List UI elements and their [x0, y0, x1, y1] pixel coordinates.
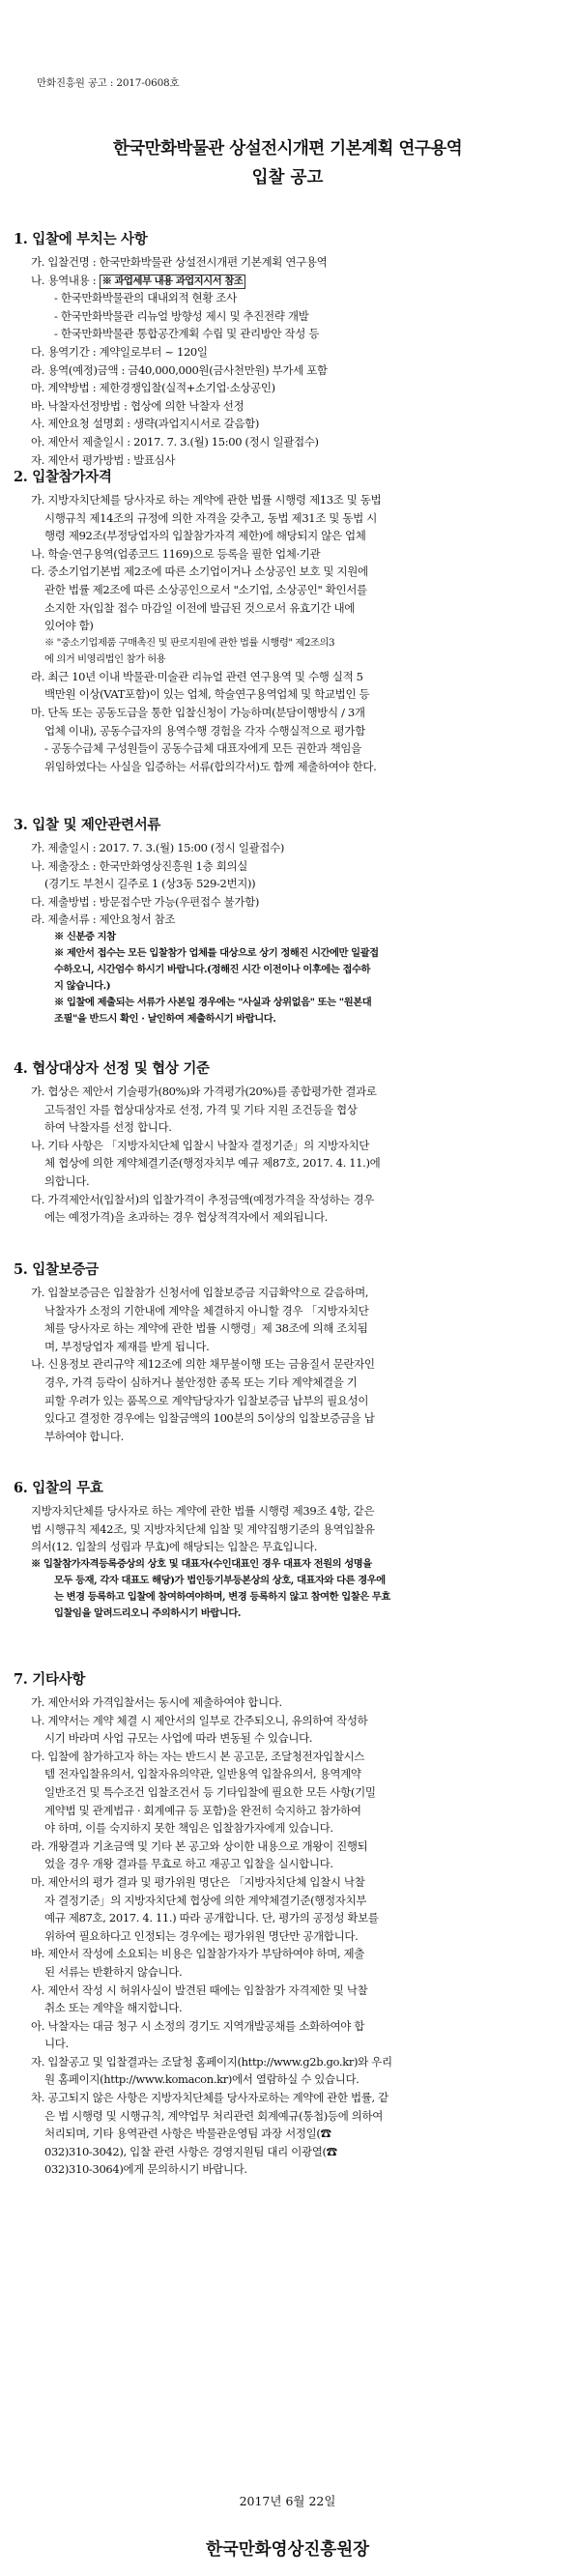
section-2-heading: 2. 입찰참가자격	[14, 469, 112, 485]
s7-line: 마. 제안서의 평가 결과 및 평가위원 명단은 「지방자치단체 입찰시 낙찰	[31, 1874, 365, 1889]
section-6	[14, 1477, 560, 1622]
notice-date: 2017년 6월 22일	[239, 2494, 336, 2508]
s5-line: 피할 우려가 있는 품목으로 계약담당자가 입찰보증금 납부의 필요성이	[44, 1393, 369, 1407]
s2-line: 에 의거 비영리법인 참가 허용	[44, 652, 166, 665]
s1-note: ※ 과업세부 내용 과업지시서 참조	[100, 275, 246, 289]
s7-line: 바. 제안서 작성에 소요되는 비용은 입찰참가자가 부담하여야 하며, 제출	[31, 1947, 365, 1961]
s6-line: 법 시행규칙 제42조, 및 지방자치단체 입찰 및 계약집행기준의 용역입찰유	[31, 1521, 375, 1536]
s1-line: 가. 입찰건명 : 한국만화박물관 상설전시개편 기본계획 연구용역	[31, 255, 328, 269]
s5-line: 가. 입찰보증금은 입찰참가 신청서에 입찰보증금 지급확약으로 갈음하며,	[31, 1286, 369, 1299]
s1-line: 마. 계약방법 : 제한경쟁입찰(실적+소기업·소상공인)	[31, 381, 275, 395]
s7-line: 자 결정기준」의 지방자치단체 협상에 의한 계약체결기준(행정자치부	[44, 1893, 367, 1907]
s7-line: 아. 낙찰자는 대금 청구 시 소정의 경기도 지역개발공채를 소화하여야 합	[31, 2018, 365, 2033]
s5-line: 경우, 가격 등락이 심하거나 불안정한 종목 또는 기타 계약체결을 기	[44, 1375, 358, 1389]
s2-line: 나. 학술·연구용역(업종코드 1169)으로 등록을 필한 업체·기관	[31, 546, 321, 561]
s2-line: 마. 단독 또는 공동도급을 통한 입찰신청이 가능하며(분담이행방식 / 3개	[31, 705, 365, 719]
section-4-heading: 4. 협상대상자 선정 및 협상 기준	[14, 1060, 210, 1077]
s3-line: 다. 제출방법 : 방문접수만 가능(우편접수 불가함)	[31, 894, 260, 909]
s7-line: 다. 입찰에 참가하고자 하는 자는 반드시 본 공고문, 조달청전자입찰시스	[31, 1749, 365, 1763]
s6-line: 지방자치단체를 당사자로 하는 계약에 관한 법률 시행령 제39조 4항, 같은	[31, 1504, 375, 1518]
section-3	[14, 814, 560, 1028]
issuer-signature: 한국만화영상진흥원장	[205, 2540, 370, 2560]
s4-line: 가. 협상은 제안서 기술평가(80%)와 가격평가(20%)를 종합평가한 결과로	[31, 1085, 377, 1098]
section-5	[14, 1259, 560, 1445]
s6-note: 입찰임을 알려드리오니 주의하시기 바랍니다.	[54, 1606, 241, 1619]
s2-line: - 공동수급체 구성원들이 공동수급체 대표자에게 모든 권한과 책임을	[44, 741, 361, 756]
section-1	[14, 228, 560, 469]
s1-line: 라. 용역(예정)금액 : 금40,000,000원(금사천만원) 부가세 포함	[31, 362, 328, 377]
section-7	[14, 1668, 560, 2179]
s7-line: 은 법 시행령 및 시행규칙, 계약업무 처리관련 회계예규(통첩)등에 의하여	[44, 2108, 384, 2123]
s7-line: 사. 제안서 작성 시 허위사실이 발견된 때에는 입찰참가 자격제한 및 낙찰	[31, 1983, 368, 1997]
s7-line: 032)310-3064)에게 문의하시기 바랍니다.	[44, 2162, 247, 2177]
section-5-heading: 5. 입찰보증금	[14, 1261, 99, 1278]
s2-line: 소지한 자(입찰 접수 마감일 이전에 발급된 것으로서 유효기간 내에	[44, 600, 356, 615]
s7-line: 된 서류는 반환하지 않습니다.	[44, 1964, 183, 1979]
section-2	[14, 466, 560, 775]
s6-note: ※ 입찰참가자격등록증상의 상호 및 대표자(수인대표인 경우 대표자 전원의 성명을	[31, 1557, 372, 1570]
s4-line: 체 협상에 의한 계약체결기준(행정자치부 예규 제87호, 2017. 4. 11.)에	[44, 1156, 381, 1171]
s7-line: 나. 계약서는 계약 체결 시 제안서의 일부로 간주되오니, 유의하여 작성하	[31, 1713, 368, 1727]
s5-line: 있다고 결정한 경우에는 입찰금액의 100분의 5이상의 입찰보증금을 납	[44, 1411, 375, 1426]
s6-note: 모두 등재, 각자 대표도 해당)가 법인등기부등본상의 상호, 대표자와 다른 경우에	[54, 1574, 386, 1586]
s3-note: 지 않습니다.)	[54, 979, 111, 992]
section-1-heading: 1. 입찰에 부치는 사항	[14, 231, 148, 247]
s6-line: 의서(12. 입찰의 성립과 무효)에 해당되는 입찰은 무효입니다.	[31, 1540, 318, 1554]
s1-line: 바. 낙찰자선정방법 : 협상에 의한 낙찰자 선정	[31, 398, 244, 413]
s7-line: 차. 공고되지 않은 사항은 지방자치단체를 당사자로하는 계약에 관한 법률, 같	[31, 2091, 388, 2105]
s7-line: 자. 입찰공고 및 입찰결과는 조달청 홈페이지(http://www.g2b.go.kr)와 우리	[31, 2054, 392, 2069]
section-4	[14, 1057, 560, 1227]
s3-line: 가. 제출일시 : 2017. 7. 3.(월) 15:00 (정시 일괄접수)	[31, 841, 285, 854]
s1-line: - 한국만화박물관의 대내외적 현황 조사	[54, 291, 237, 305]
s6-note: 는 변경 등록하고 입찰에 참여하여야하며, 변경 등록하지 않고 참여한 입찰은 무효	[54, 1590, 390, 1603]
s1-line	[14, 272, 560, 290]
s7-line: 었을 경우 개왕 결과를 무효로 하고 재공고 입찰을 실시합니다.	[44, 1857, 333, 1871]
s7-line: 위하여 필요하다고 인정되는 경우에는 평가위원 명단만 공개합니다.	[44, 1928, 359, 1943]
s4-line: 고득점인 자를 협상대상자로 선정, 가격 및 기타 지원 조건등을 협상	[44, 1102, 358, 1116]
s2-line: 백만원 이상(VAT포함)이 있는 업체, 학술연구용역업체 및 학교법인 등	[44, 687, 370, 702]
s7-line: 예규 제87호, 2017. 4. 11.) 따라 공개합니다. 단, 평가의 공정성 확보를	[44, 1911, 379, 1925]
section-3-heading: 3. 입찰 및 제안관련서류	[14, 817, 161, 833]
s3-note: 수하오니, 시간엄수 하시기 바랍니다.(정해진 시간 이전이나 이후에는 접수하	[54, 963, 371, 975]
s1-line: - 한국만화박물관 통합공간계획 수립 및 관리방안 작성 등	[54, 327, 320, 341]
s7-line: 처리되며, 기타 용역관련 사항은 박물관운영팀 과장 서정일(☎	[44, 2127, 331, 2141]
s3-note: ※ 제안서 접수는 모든 입찰참가 업체를 대상으로 상기 정해진 시간에만 일괄접	[54, 946, 379, 959]
s7-line: 계약법 및 관계법규 · 회계예규 등 포함)을 완전히 숙지하고 참가하여	[44, 1803, 361, 1817]
s7-line: 취소 또는 계약을 해지합니다.	[44, 2001, 183, 2015]
section-6-heading: 6. 입찰의 무효	[14, 1480, 103, 1496]
s2-line: 관한 법률 제2조에 따른 소상공인으로서 "소기업, 소상공인" 확인서를	[44, 582, 367, 596]
s7-line: 일반조건 및 특수조건 입찰조건서 등 기타입찰에 필요한 모든 사항(기밀	[44, 1784, 376, 1799]
s7-line: 시기 바라며 사업 규모는 사업에 따라 변동될 수 있습니다.	[44, 1731, 313, 1746]
s4-line: 하여 낙찰자를 선정 합니다.	[44, 1120, 172, 1135]
s3-line: 나. 제출장소 : 한국만화영상진흥원 1층 회의실	[31, 858, 247, 873]
s7-line: 가. 제안서와 가격입찰서는 동시에 제출하여야 합니다.	[31, 1695, 282, 1709]
s2-line: 다. 중소기업기본법 제2조에 따른 소기업이거나 소상공인 보호 및 지원에	[31, 564, 368, 579]
s1-line-text: 나. 용역내용 :	[31, 273, 97, 287]
s2-line: 행령 제92조(부정당업자의 입찰참가자격 제한)에 해당되지 않은 업체	[44, 529, 366, 543]
s1-line: 다. 용역기간 : 계약일로부터 ~ 120일	[31, 344, 208, 359]
s2-line: 업체 이내), 공동수급자의 용역수행 경험을 각자 수행실적으로 평가함	[44, 723, 365, 738]
s2-line: 시행규칙 제14조의 규정에 의한 자격을 갖추고, 동법 제31조 및 동법 시	[44, 510, 377, 525]
s5-line: 나. 신용정보 관리규약 제12조에 의한 채무불이행 또는 금융질서 문란자인	[31, 1357, 375, 1372]
s4-line: 나. 기타 사항은 「지방자치단체 입찰시 낙찰자 결정기준」의 지방자치단	[31, 1138, 369, 1152]
title-line1: 한국만화박물관 상설전시개편 기본계획 연구용역	[112, 139, 463, 159]
s3-line: (경기도 부천시 길주로 1 (상3동 529-2번지))	[44, 877, 256, 891]
s5-line: 체를 당사자로 하는 계약에 관한 법률 시행령」제 38조에 의해 조치됨	[44, 1321, 368, 1336]
title-line2: 입찰 공고	[251, 168, 324, 188]
s7-line: 니다.	[44, 2037, 69, 2051]
s2-line: 가. 지방자치단체를 당사자로 하는 계약에 관한 법률 시행령 제13조 및 동법	[31, 493, 382, 507]
s5-line: 낙찰자가 소정의 기한내에 계약을 체결하지 아니할 경우 「지방자치단	[44, 1303, 369, 1317]
s1-line: - 한국만화박물관 리뉴얼 방향성 제시 및 추진전략 개발	[54, 308, 309, 323]
section-7-heading: 7. 기타사항	[14, 1671, 86, 1688]
s3-note: ※ 신분증 지참	[54, 930, 116, 942]
s2-line: 위임하였다는 사실을 입증하는 서류(합의각서)도 함께 제출하여야 한다.	[44, 759, 377, 773]
s7-line: 템 전자입찰유의서, 입찰자유의약관, 일반용역 입찰유의서, 용역계약	[44, 1767, 361, 1781]
s5-line: 부하여야 합니다.	[44, 1429, 124, 1443]
s3-line: 라. 제출서류 : 제안요청서 참조	[31, 912, 176, 927]
s1-line: 사. 제안요청 설명회 : 생략(과업지시서로 갈음함)	[31, 417, 260, 431]
s4-line: 에는 예정가격)을 초과하는 경우 협상적격자에서 제외됩니다.	[44, 1210, 328, 1225]
s1-line: 자. 제안서 평가방법 : 발표심사	[31, 452, 176, 467]
s7-line: 라. 개왕결과 기초금액 및 기타 본 공고와 상이한 내용으로 개왕이 진행되	[31, 1838, 368, 1853]
s2-line: 라. 최근 10년 이내 박물관·미술관 리뉴얼 관련 연구용역 및 수행 실적 5	[31, 669, 363, 683]
s3-note: 조필"을 반드시 확인 · 날인하여 제출하시기 바랍니다.	[54, 1012, 276, 1025]
s7-line: 원 홈페이지(http://www.komacon.kr)에서 열람하실 수 있습니다.	[44, 2072, 359, 2087]
s4-line: 다. 가격제안서(입찰서)의 입찰가격이 추정금액(예정가격을 작성하는 경우	[31, 1192, 375, 1206]
s5-line: 며, 부정당업자 제재를 받게 됩니다.	[44, 1339, 210, 1353]
s3-note: ※ 입찰에 제출되는 서류가 사본일 경우에는 "사실과 상위없음" 또는 "원본대	[54, 996, 372, 1008]
s1-line: 아. 제안서 제출일시 : 2017. 7. 3.(월) 15:00 (정시 일괄접수)	[31, 434, 319, 449]
s4-line: 의합니다.	[44, 1173, 90, 1188]
s7-line: 032)310-3042), 입찰 관련 사항은 경영지원팀 대리 이광열(☎	[44, 2144, 337, 2158]
s2-line: 있어야 함)	[44, 619, 94, 633]
s7-line: 야 하며, 이를 숙지하지 못한 책임은 입찰참가자에게 있습니다.	[44, 1821, 333, 1836]
document-number: 만화진흥원 공고 : 2017-0608호	[37, 77, 180, 89]
s2-line: ※ "중소기업제품 구매촉진 및 판로지원에 관한 법률 시행령" 제2조의3	[44, 636, 335, 649]
